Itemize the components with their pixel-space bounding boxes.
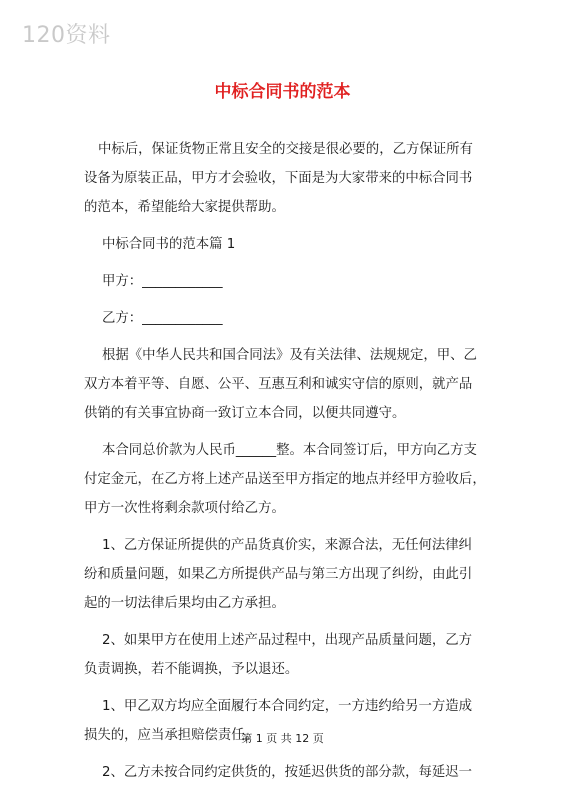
text-line: 甲方：____________	[102, 274, 223, 289]
body-paragraph	[84, 758, 484, 787]
text-line: 本合同总价款为人民币______整。本合同签订后，甲方向乙方支	[102, 443, 477, 458]
text-line: 2、乙方未按合同约定供货的，按延迟供货的部分款，每延迟一	[102, 765, 473, 780]
party-b-line	[84, 304, 484, 333]
text-line: 起的一切法律后果均由乙方承担。	[84, 596, 285, 611]
text-line: 中标后，保证货物正常且安全的交接是很必要的，乙方保证所有	[98, 142, 473, 157]
body-paragraph	[84, 626, 484, 684]
document-title: 中标合同书的范本	[214, 82, 351, 102]
body-paragraph	[84, 436, 484, 523]
text-line: 供销的有关事宜协商一致订立本合同，以便共同遵守。	[84, 406, 406, 421]
document-body	[84, 135, 484, 795]
body-paragraph	[84, 341, 484, 428]
text-line: 的范本，希望能给大家提供帮助。	[84, 200, 285, 215]
section-heading	[84, 230, 484, 259]
text-line: 甲方一次性将剩余款项付给乙方。	[84, 501, 285, 516]
party-a-line	[84, 267, 484, 296]
intro-paragraph	[84, 135, 484, 222]
body-paragraph	[84, 531, 484, 618]
text-line: 1、乙方保证所提供的产品货真价实，来源合法，无任何法律纠	[102, 538, 473, 553]
text-line: 1、甲乙双方均应全面履行本合同约定，一方违约给另一方造成	[102, 699, 473, 714]
text-line: 根据《中华人民共和国合同法》及有关法律、法规规定，甲、乙	[102, 348, 477, 363]
text-line: 双方本着平等、自愿、公平、互惠互利和诚实守信的原则，就产品	[84, 377, 473, 392]
text-line: 纷和质量问题，如果乙方所提供产品与第三方出现了纠纷，由此引	[84, 567, 473, 582]
text-line: 设备为原装正品，甲方才会验收，下面是为大家带来的中标合同书	[84, 171, 473, 186]
text-line: 乙方：____________	[102, 311, 223, 326]
text-line: 中标合同书的范本篇 1	[102, 237, 236, 252]
page-footer: 第 1 页 共 12 页	[241, 732, 324, 745]
text-line: 2、如果甲方在使用上述产品过程中，出现产品质量问题，乙方	[102, 633, 473, 648]
text-line: 损失的，应当承担赔偿责任。	[84, 728, 259, 743]
watermark-logo: 120资料	[22, 23, 111, 48]
text-line: 负责调换，若不能调换，予以退还。	[84, 662, 299, 677]
text-line: 付定金元，在乙方将上述产品送至甲方指定的地点并经甲方验收后，	[84, 472, 486, 487]
